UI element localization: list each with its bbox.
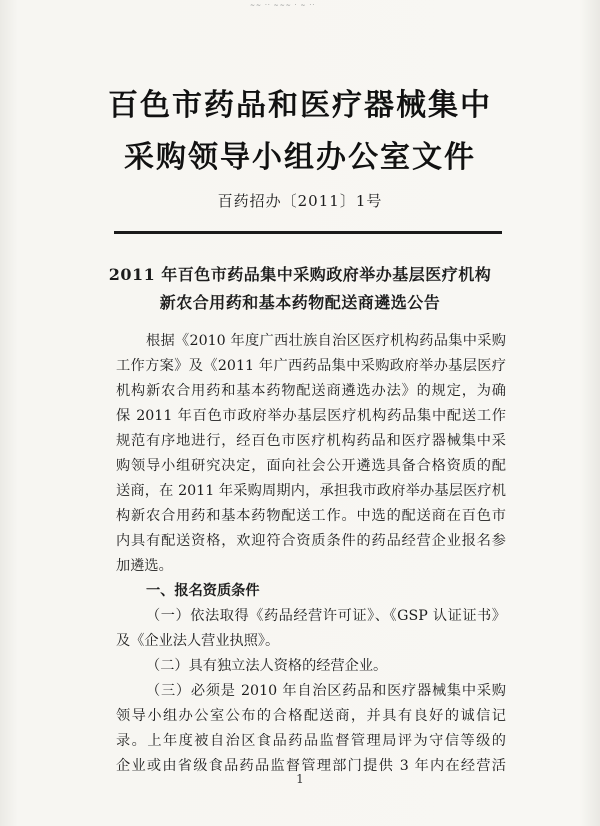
body-line: 领导小组办公室公布的合格配送商，并具有良好的诚信记	[116, 708, 506, 724]
page-number: 1	[296, 772, 304, 786]
body-line: 构新农合用药和基本药物配送工作。中选的配送商在百色市	[116, 508, 506, 524]
body-line: （一）依法取得《药品经营许可证》、《GSP 认证证书》	[146, 608, 506, 624]
header-divider	[114, 231, 502, 234]
body-line: 工作方案》及《2011 年广西药品集中采购政府举办基层医疗	[116, 358, 506, 374]
section-heading: 一、报名资质条件	[146, 583, 260, 599]
body-line: （三）必须是 2010 年自治区药品和医疗器械集中采购	[146, 683, 506, 699]
scan-mark: ~~ ·· ~~~ · ~ ··	[250, 2, 316, 8]
body-line: 内具有配送资格，欢迎符合资质条件的药品经营企业报名参	[116, 533, 506, 549]
body-line: 根据《2010 年度广西壮族自治区医疗机构药品集中采购	[146, 333, 506, 349]
body-line: 送商，在 2011 年采购周期内，承担我市政府举办基层医疗机	[116, 483, 506, 499]
body-line: 购领导小组研究决定，面向社会公开遴选具备合格资质的配	[116, 458, 506, 474]
announcement-title-line1: 2011 年百色市药品集中采购政府举办基层医疗机构	[108, 265, 492, 284]
body-line: 录。上年度被自治区食品药品监督管理局评为守信等级的	[116, 733, 506, 749]
body-line: 企业或由省级食品药品监督管理部门提供 3 年内在经营活	[116, 758, 506, 774]
body-line: 规范有序地进行，经百色市医疗机构药品和医疗器械集中采	[116, 433, 506, 449]
body-line: （二）具有独立法人资格的经营企业。	[146, 658, 388, 674]
body-line: 加遴选。	[116, 558, 173, 574]
document-number: 百药招办〔2011〕1号	[217, 192, 383, 210]
header-title-line2: 采购领导小组办公室文件	[124, 140, 476, 175]
announcement-title-line2: 新农合用药和基本药物配送商遴选公告	[159, 293, 441, 312]
header-title-line1: 百色市药品和医疗器械集中	[108, 88, 492, 123]
body-line: 及《企业法人营业执照》。	[116, 633, 280, 649]
body-line: 保 2011 年百色市政府举办基层医疗机构药品集中配送工作	[116, 408, 506, 424]
body-line: 机构新农合用药和基本药物配送商遴选办法》的规定，为确	[116, 383, 506, 399]
